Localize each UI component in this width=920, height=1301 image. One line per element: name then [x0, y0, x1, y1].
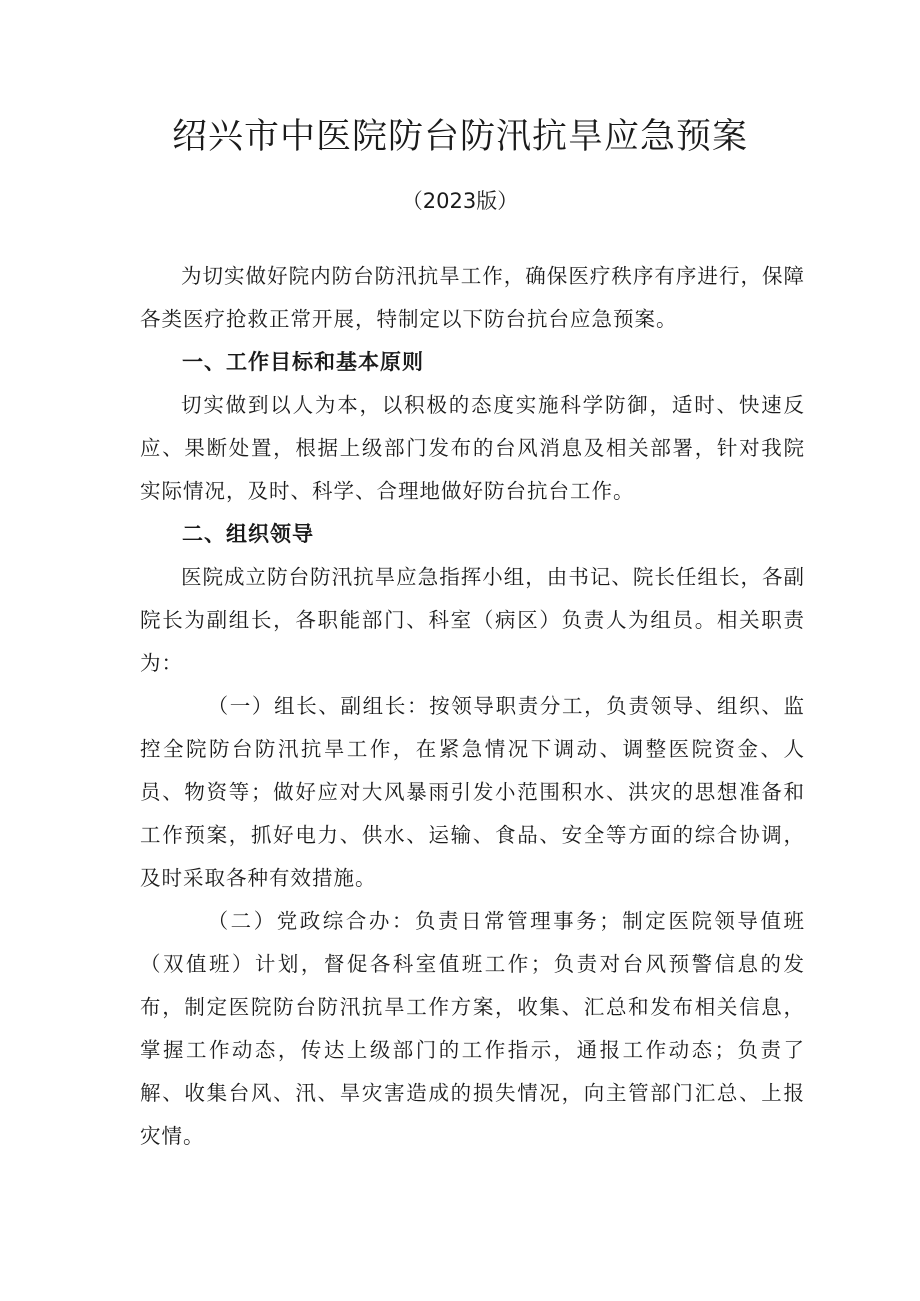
duty-item-leaders: （一）组长、副组长：按领导职责分工，负责领导、组织、监控全院防台防汛抗旱工作，在紧急情况下调动、调整医院资金、人员、物资等；做好应对大风暴雨引发小范围积水、洪灾的思想准备和工作预案，抓好电力、供水、运输、食品、安全等方面的综合协调，及时采取各种有效措施。: [140, 694, 805, 890]
document-body: [140, 255, 805, 1158]
document-title: 绍兴市中医院防台防汛抗旱应急预案: [171, 117, 748, 157]
document-subtitle: （2023版）: [401, 189, 519, 213]
section-paragraph-organization: 医院成立防台防汛抗旱应急指挥小组，由书记、院长任组长，各副院长为副组长，各职能部门、科室（病区）负责人为组员。相关职责为：: [140, 565, 805, 675]
duty-item-general-office: （二）党政综合办：负责日常管理事务；制定医院领导值班（双值班）计划，督促各科室值班工作；负责对台风预警信息的发布，制定医院防台防汛抗旱工作方案，收集、汇总和发布相关信息，掌握工作动态，传达上级部门的工作指示，通报工作动态；负责了解、收集台风、汛、旱灾害造成的损失情况，向主管部门汇总、上报灾情。: [140, 909, 805, 1148]
section-heading-goals: 一、工作目标和基本原则: [182, 350, 424, 374]
intro-paragraph: 为切实做好院内防台防汛抗旱工作，确保医疗秩序有序进行，保障各类医疗抢救正常开展，特制定以下防台抗台应急预案。: [140, 264, 805, 331]
section-paragraph-goals: 切实做到以人为本，以积极的态度实施科学防御，适时、快速反应、果断处置，根据上级部门发布的台风消息及相关部署，针对我院实际情况，及时、科学、合理地做好防台抗台工作。: [140, 393, 805, 503]
section-heading-organization: 二、组织领导: [182, 522, 314, 546]
